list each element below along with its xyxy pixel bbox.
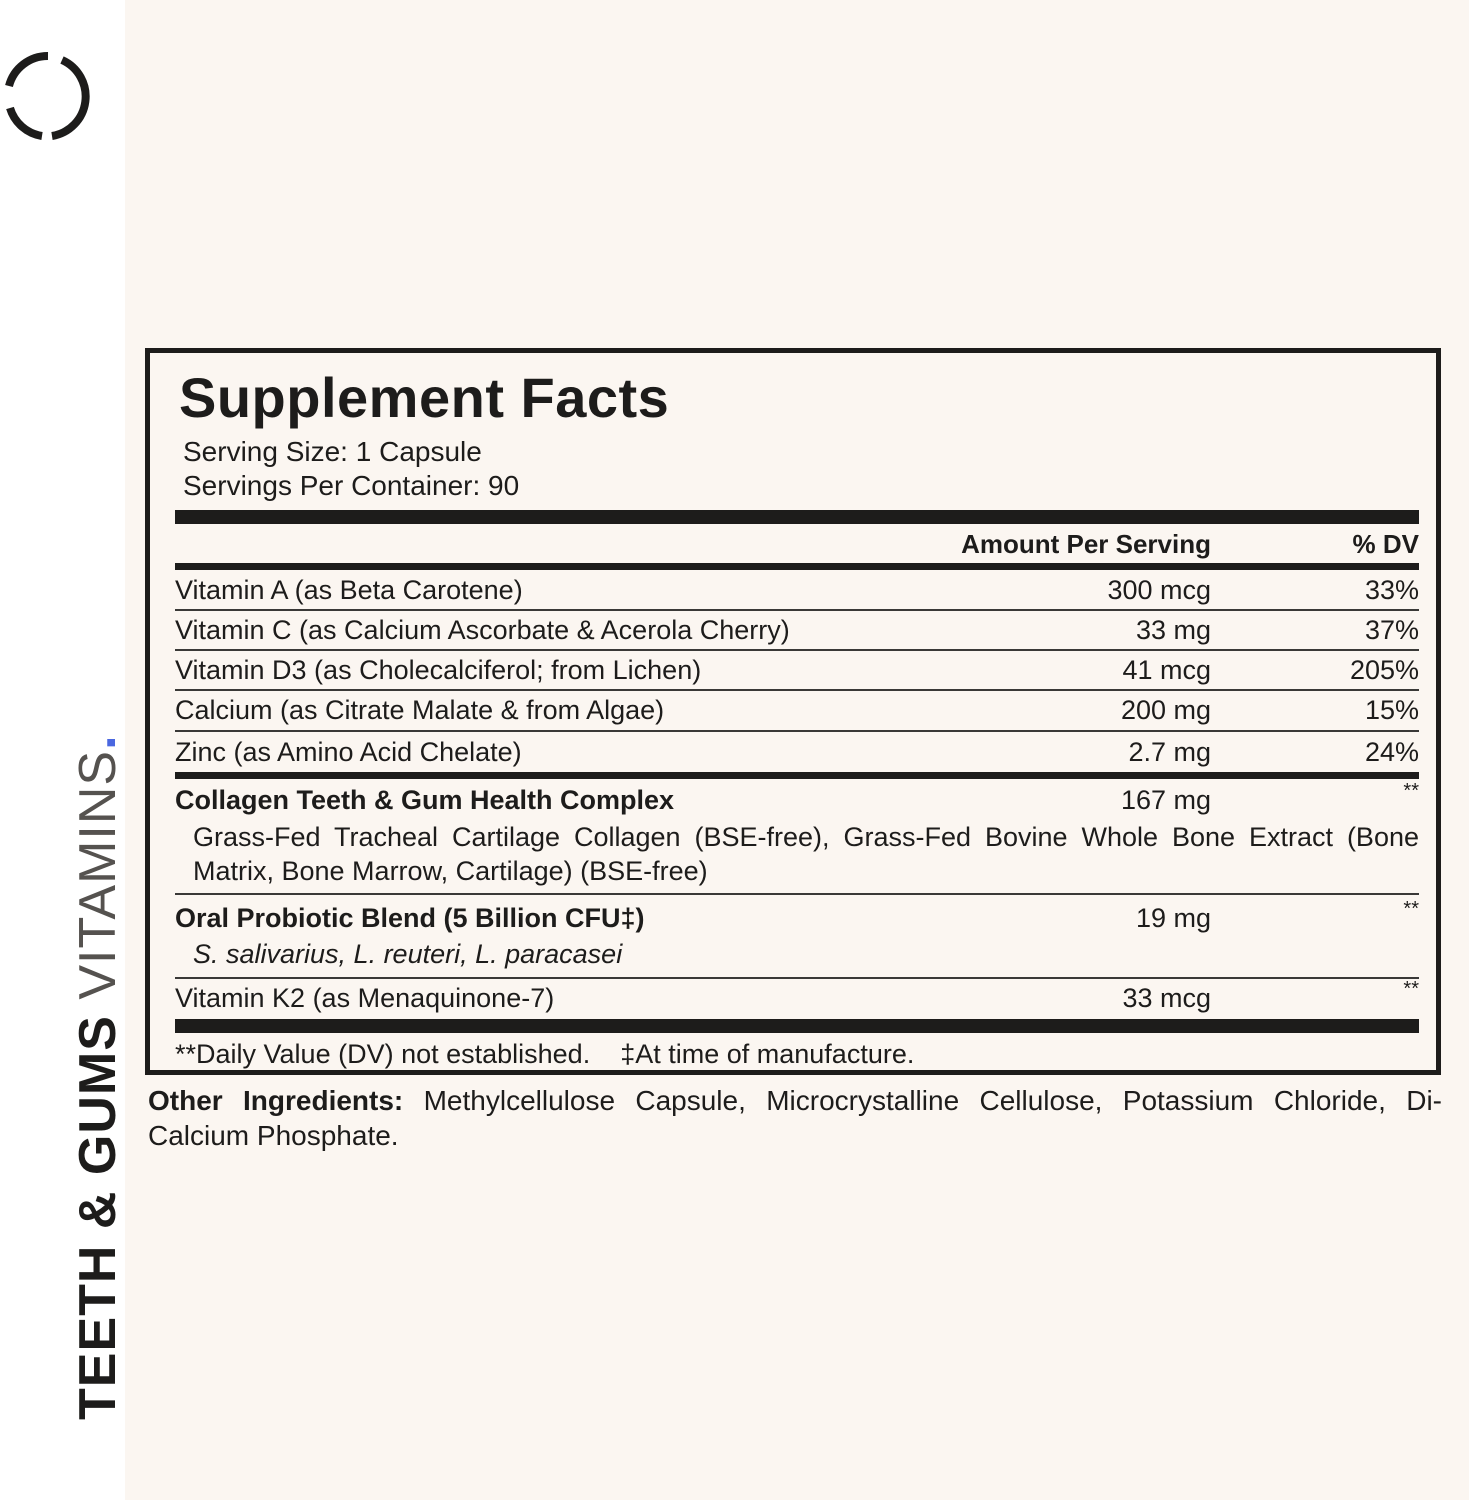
row-divider: [175, 689, 1419, 691]
row-divider: [175, 609, 1419, 611]
divider-medium: [175, 772, 1419, 779]
nutrient-row: [175, 695, 1419, 735]
blend-name: Collagen Teeth & Gum Health Complex: [175, 785, 675, 815]
divider-medium: [175, 563, 1419, 570]
nutrient-dv: 24%: [1364, 737, 1419, 767]
other-ingredients-text: Methylcellulose Capsule, Microcrystalline Cellulose, Potassium Chloride, Di-Calcium Phosphate.: [148, 1085, 1442, 1151]
facts-title: Supplement Facts: [179, 366, 670, 429]
row-divider: [175, 649, 1419, 651]
nutrient-row: [175, 978, 1419, 1023]
header-amount: Amount Per Serving: [961, 529, 1211, 559]
blend-detail: S. salivarius, L. reuteri, L. paracasei: [193, 939, 623, 969]
nutrient-amount: 200 mg: [1120, 695, 1211, 725]
nutrient-row: [175, 737, 1419, 777]
nutrient-name: Vitamin D3 (as Cholecalciferol; from Lichen): [175, 655, 702, 685]
nutrient-amount: 33 mg: [1135, 615, 1211, 645]
nutrient-dv: 37%: [1364, 615, 1419, 645]
nutrient-amount: 33 mcg: [1122, 983, 1211, 1013]
nutrient-amount: 41 mcg: [1122, 655, 1211, 685]
row-divider: [175, 730, 1419, 732]
nutrient-dv: 205%: [1349, 655, 1419, 685]
blend-name: Oral Probiotic Blend (5 Billion CFU‡): [175, 903, 645, 933]
row-divider: [175, 977, 1419, 979]
other-ingredients-label: Other Ingredients:: [148, 1085, 404, 1116]
serving-size: Serving Size: 1 Capsule: [183, 436, 482, 467]
blend-dv: **: [1403, 898, 1419, 920]
servings-per-container: Servings Per Container: 90: [183, 470, 520, 501]
divider-thick: [175, 1019, 1419, 1033]
other-ingredients: [148, 1083, 1442, 1153]
footnote: **Daily Value (DV) not established. ‡At time of manufacture.: [175, 1039, 915, 1069]
supplement-facts-panel: [145, 348, 1441, 1075]
brand-name-bold: TEETH & GUMS: [69, 1015, 127, 1420]
blend-amount: 167 mg: [1120, 785, 1211, 815]
row-divider: [175, 893, 1419, 895]
brand-name-light: VITAMINS: [69, 749, 127, 1000]
nutrient-amount: 300 mcg: [1107, 575, 1211, 605]
blend-amount: 19 mg: [1135, 903, 1211, 933]
header-dv: % DV: [1352, 529, 1419, 559]
blend-row: [175, 780, 1419, 825]
nutrient-name: Vitamin A (as Beta Carotene): [175, 575, 523, 605]
nutrient-dv: 33%: [1364, 575, 1419, 605]
nutrient-name: Vitamin C (as Calcium Ascorbate & Acerola Cherry): [175, 615, 790, 645]
nutrient-name: Vitamin K2 (as Menaquinone-7): [175, 983, 555, 1013]
brand-logo-icon: [2, 50, 94, 142]
brand-sidebar: [0, 0, 125, 1500]
brand-name-vertical: [69, 734, 127, 1420]
nutrient-amount: 2.7 mg: [1128, 737, 1211, 767]
blend-dv: **: [1403, 780, 1419, 802]
nutrient-dv: 15%: [1364, 695, 1419, 725]
nutrient-name: Zinc (as Amino Acid Chelate): [175, 737, 522, 767]
divider-thick: [175, 510, 1419, 524]
blend-detail: Grass-Fed Tracheal Cartilage Collagen (BSE-free), Grass-Fed Bovine Whole Bone Extract (Bone Matrix, Bone Marrow, Cartilage) (BSE-free): [193, 822, 1419, 886]
brand-dot: .: [69, 734, 127, 750]
nutrient-dv: **: [1403, 978, 1419, 1000]
nutrient-name: Calcium (as Citrate Malate & from Algae): [175, 695, 665, 725]
